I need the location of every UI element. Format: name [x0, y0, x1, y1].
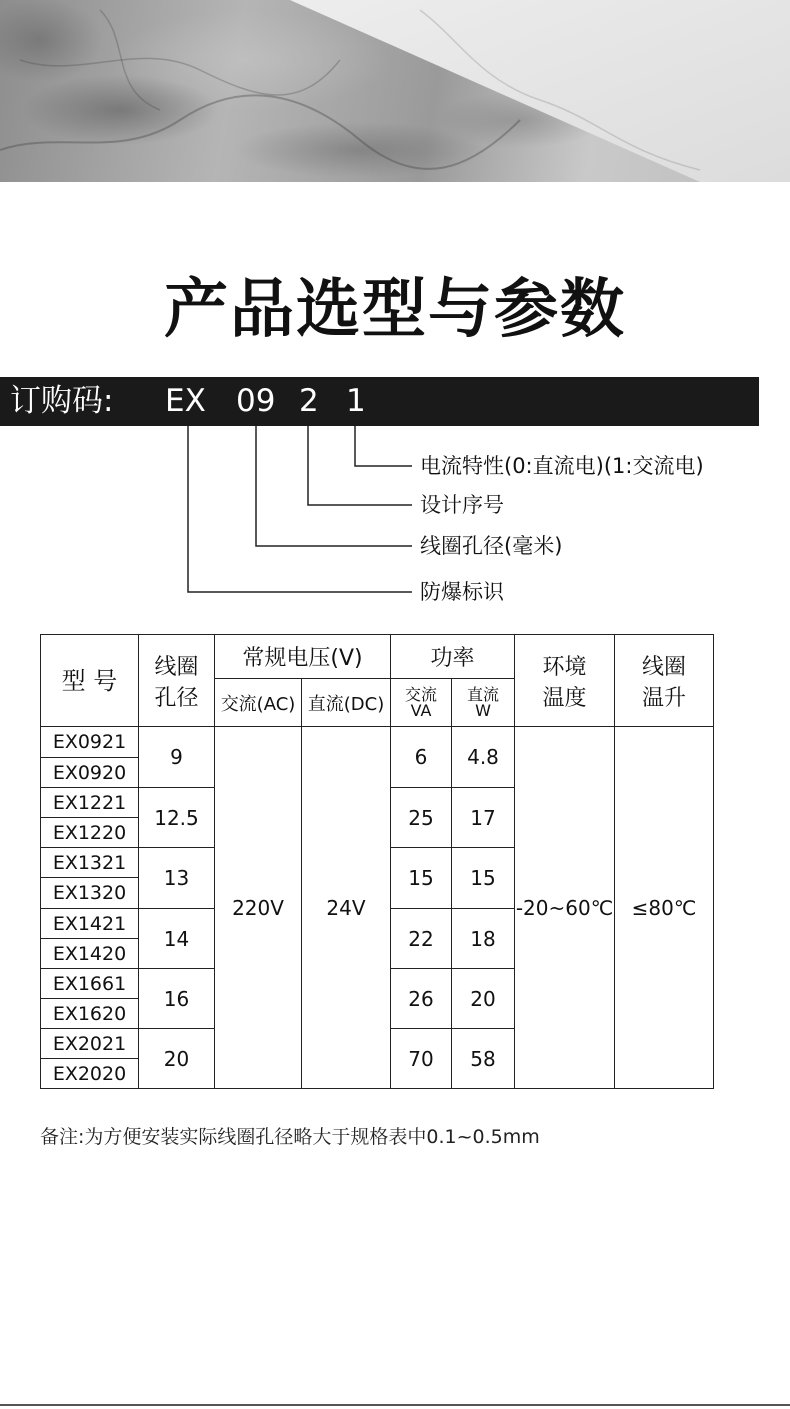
header-bore-line2: 孔径: [154, 685, 199, 711]
callout-coil-bore: 线圈孔径(毫米): [420, 534, 563, 558]
bore-cell: 16: [139, 969, 215, 1029]
power-va-cell: 25: [391, 788, 452, 848]
header-bore-line1: 线圈: [154, 654, 199, 680]
callout-explosion-proof: 防爆标识: [420, 580, 504, 604]
header-power-dc: [452, 679, 515, 727]
coil-rise-cell: ≤80℃: [615, 727, 714, 1089]
marble-veins: [0, 0, 790, 182]
header-voltage-dc: 直流(DC): [302, 679, 391, 727]
callout-current-type: 电流特性(0:直流电)(1:交流电): [420, 454, 704, 478]
bottom-divider: [0, 1404, 790, 1406]
header-bore: [139, 635, 215, 727]
model-cell: EX2021: [41, 1029, 139, 1059]
model-cell: EX0920: [41, 758, 139, 788]
power-va-cell: 26: [391, 969, 452, 1029]
header-rise-line2: 温升: [642, 685, 687, 711]
header-power-ac: [391, 679, 452, 727]
power-w-cell: 15: [452, 848, 515, 909]
page-title: 产品选型与参数: [164, 273, 626, 347]
bore-cell: 13: [139, 848, 215, 909]
model-cell: EX2020: [41, 1059, 139, 1089]
header-ambient: [515, 635, 615, 727]
power-w-cell: 4.8: [452, 727, 515, 788]
header-rise-line1: 线圈: [642, 654, 687, 680]
header-rise: [615, 635, 714, 727]
header-power-ac-line2: VA: [410, 700, 432, 720]
order-code-segment-current: 1: [346, 383, 366, 419]
callout-design-number: 设计序号: [420, 493, 504, 517]
model-cell: EX1321: [41, 848, 139, 878]
power-va-cell: 15: [391, 848, 452, 909]
voltage-dc-cell: 24V: [302, 727, 391, 1089]
model-cell: EX1420: [41, 939, 139, 969]
bore-cell: 9: [139, 727, 215, 788]
model-cell: EX1661: [41, 969, 139, 999]
bore-cell: 20: [139, 1029, 215, 1089]
bore-cell: 12.5: [139, 788, 215, 848]
spec-table: [40, 634, 714, 1089]
header-power: 功率: [391, 635, 515, 679]
order-code-segment-design: 2: [299, 383, 319, 419]
power-va-cell: 70: [391, 1029, 452, 1089]
footnote: 备注:为方便安装实际线圈孔径略大于规格表中0.1~0.5mm: [40, 1126, 540, 1148]
model-cell: EX1620: [41, 999, 139, 1029]
voltage-ac-cell: 220V: [215, 727, 302, 1089]
header-power-ac-line1: 交流: [404, 684, 437, 704]
ambient-temp-cell: -20~60℃: [515, 727, 615, 1089]
order-code-segment-ex: EX: [165, 383, 206, 419]
model-cell: EX1421: [41, 909, 139, 939]
header-voltage-ac: 交流(AC): [215, 679, 302, 727]
model-cell: EX1220: [41, 818, 139, 848]
model-cell: EX1221: [41, 788, 139, 818]
model-cell: EX0921: [41, 727, 139, 758]
order-code-segment-bore: 09: [236, 383, 276, 419]
header-ambient-line2: 温度: [542, 685, 587, 711]
header-model: 型 号: [41, 635, 139, 727]
power-va-cell: 22: [391, 909, 452, 969]
header-power-dc-line2: W: [475, 700, 491, 720]
power-va-cell: 6: [391, 727, 452, 788]
power-w-cell: 20: [452, 969, 515, 1029]
header-voltage: 常规电压(V): [215, 635, 391, 679]
header-ambient-line1: 环境: [542, 654, 587, 680]
power-w-cell: 58: [452, 1029, 515, 1089]
power-w-cell: 17: [452, 788, 515, 848]
bore-cell: 14: [139, 909, 215, 969]
order-code-connectors: [0, 420, 790, 620]
model-cell: EX1320: [41, 878, 139, 909]
order-code-label: 订购码:: [10, 383, 114, 419]
order-code-bar: [0, 377, 759, 426]
power-w-cell: 18: [452, 909, 515, 969]
header-power-dc-line1: 直流: [467, 684, 500, 704]
